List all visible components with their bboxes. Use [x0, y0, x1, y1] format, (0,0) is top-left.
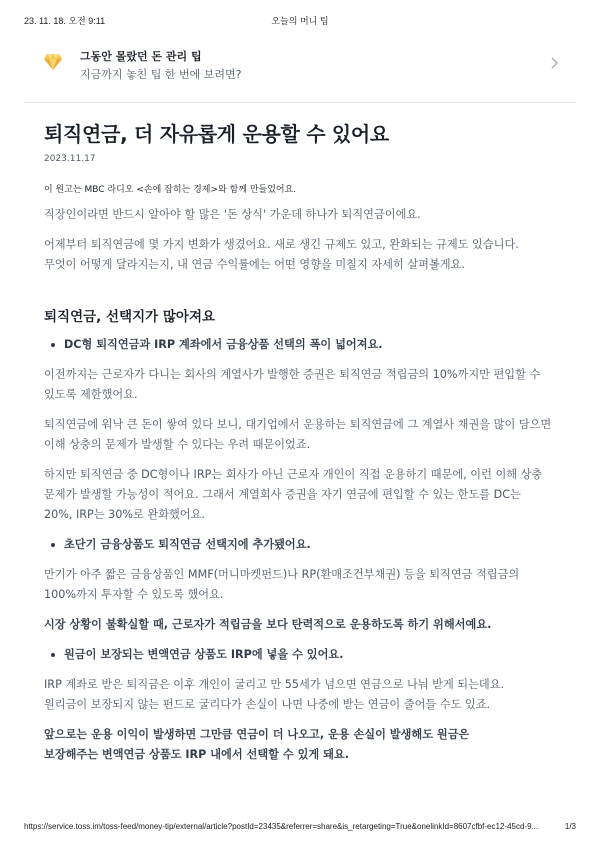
print-header — [24, 14, 576, 28]
paragraph-7b: 보장해주는 변액연금 상품도 IRP 내에서 선택할 수 있게 돼요. — [44, 748, 349, 761]
paragraph-4b: 100%까지 투자할 수 있도록 했어요. — [44, 588, 224, 601]
paragraph-6a: IRP 계좌로 받은 퇴직금은 이후 개인이 굴리고 만 55세가 넘으면 연금으로 나눠 받게 되는데요. — [44, 678, 505, 691]
page-number: 1/3 — [564, 822, 576, 831]
paragraph-2b: 이해 상충의 문제가 발생할 수 있다는 우려 때문이었죠. — [44, 438, 311, 451]
paragraph-3b: 문제가 발생할 가능성이 적어요. 그래서 계열회사 증권을 자기 연금에 편입할 수 있는 한도를 DC는 — [44, 488, 521, 501]
article-source-note: 이 원고는 MBC 라디오 <손에 잡히는 경제>와 함께 만들었어요. — [44, 185, 297, 195]
bullet-item-2: 초단기 금융상품도 퇴직연금 선택지에 추가됐어요. — [44, 535, 570, 555]
paragraph-3c: 20%, IRP는 30%로 완화했어요. — [44, 508, 205, 521]
banner-subtitle: 지금까지 놓친 팁 한 번에 보려면? — [80, 68, 242, 81]
divider — [24, 102, 576, 103]
print-url: https://service.toss.im/toss-feed/money-tip/external/article?postId=23435&referrer=share&is_retargeting=True&onelinkId=8607cfbf-ec12-45cd-9... — [24, 822, 539, 831]
banner-title: 그동안 몰랐던 돈 관리 팁 — [80, 50, 202, 63]
print-title: 오늘의 머니 팁 — [271, 16, 329, 26]
print-date: 23. 11. 18. 오전 9:11 — [24, 16, 106, 26]
intro-paragraph-2b: 무엇이 어떻게 달라지는지, 내 연금 수익률에는 어떤 영향을 미칠지 자세히 살펴볼게요. — [44, 258, 465, 271]
article-date: 2023.11.17 — [44, 154, 96, 164]
paragraph-6b: 원리금이 보장되지 않는 펀드로 굴리다가 손실이 나면 나중에 받는 연금이 줄어들 수도 있죠. — [44, 698, 491, 711]
print-footer — [24, 822, 576, 836]
paragraph-1b: 있도록 제한했어요. — [44, 388, 138, 401]
intro-paragraph-1: 직장인이라면 반드시 알아야 할 많은 '돈 상식' 가운데 하나가 퇴직연금이에요. — [44, 208, 421, 221]
paragraph-4a: 만기가 아주 짧은 금융상품인 MMF(머니마켓펀드)나 RP(환매조건부채권) 등을 퇴직연금 적립금의 — [44, 568, 520, 581]
tips-banner[interactable] — [44, 46, 560, 86]
gem-icon — [44, 54, 62, 70]
intro-paragraph-2a: 어제부터 퇴직연금에 몇 가지 변화가 생겼어요. 새로 생긴 규제도 있고, 완화되는 규제도 있습니다. — [44, 238, 519, 251]
section-heading: 퇴직연금, 선택지가 많아져요 — [44, 309, 216, 325]
chevron-right-icon[interactable] — [550, 56, 560, 70]
bullet-item-1: DC형 퇴직연금과 IRP 계좌에서 금융상품 선택의 폭이 넓어져요. — [44, 335, 570, 355]
bullet-item-3: 원금이 보장되는 변액연금 상품도 IRP에 넣을 수 있어요. — [44, 645, 570, 665]
paragraph-5: 시장 상황이 불확실할 때, 근로자가 적립금을 보다 탄력적으로 운용하도록 하기 위해서예요. — [44, 618, 492, 631]
paragraph-2a: 퇴직연금에 워낙 큰 돈이 쌓여 있다 보니, 대기업에서 운용하는 퇴직연금에 그 계열사 채권을 많이 담으면 — [44, 418, 552, 431]
article — [44, 120, 570, 765]
paragraph-1a: 이전까지는 근로자가 다니는 회사의 계열사가 발행한 증권은 퇴직연금 적립금의 10%까지만 편입할 수 — [44, 368, 541, 381]
paragraph-7a: 앞으로는 운용 이익이 발생하면 그만큼 연금이 더 나오고, 운용 손실이 발생해도 원금은 — [44, 728, 470, 741]
article-title: 퇴직연금, 더 자유롭게 운용할 수 있어요 — [44, 122, 389, 146]
paragraph-3a: 하지만 퇴직연금 중 DC형이나 IRP는 회사가 아닌 근로자 개인이 직접 운용하기 때문에, 이런 이해 상충 — [44, 468, 543, 481]
